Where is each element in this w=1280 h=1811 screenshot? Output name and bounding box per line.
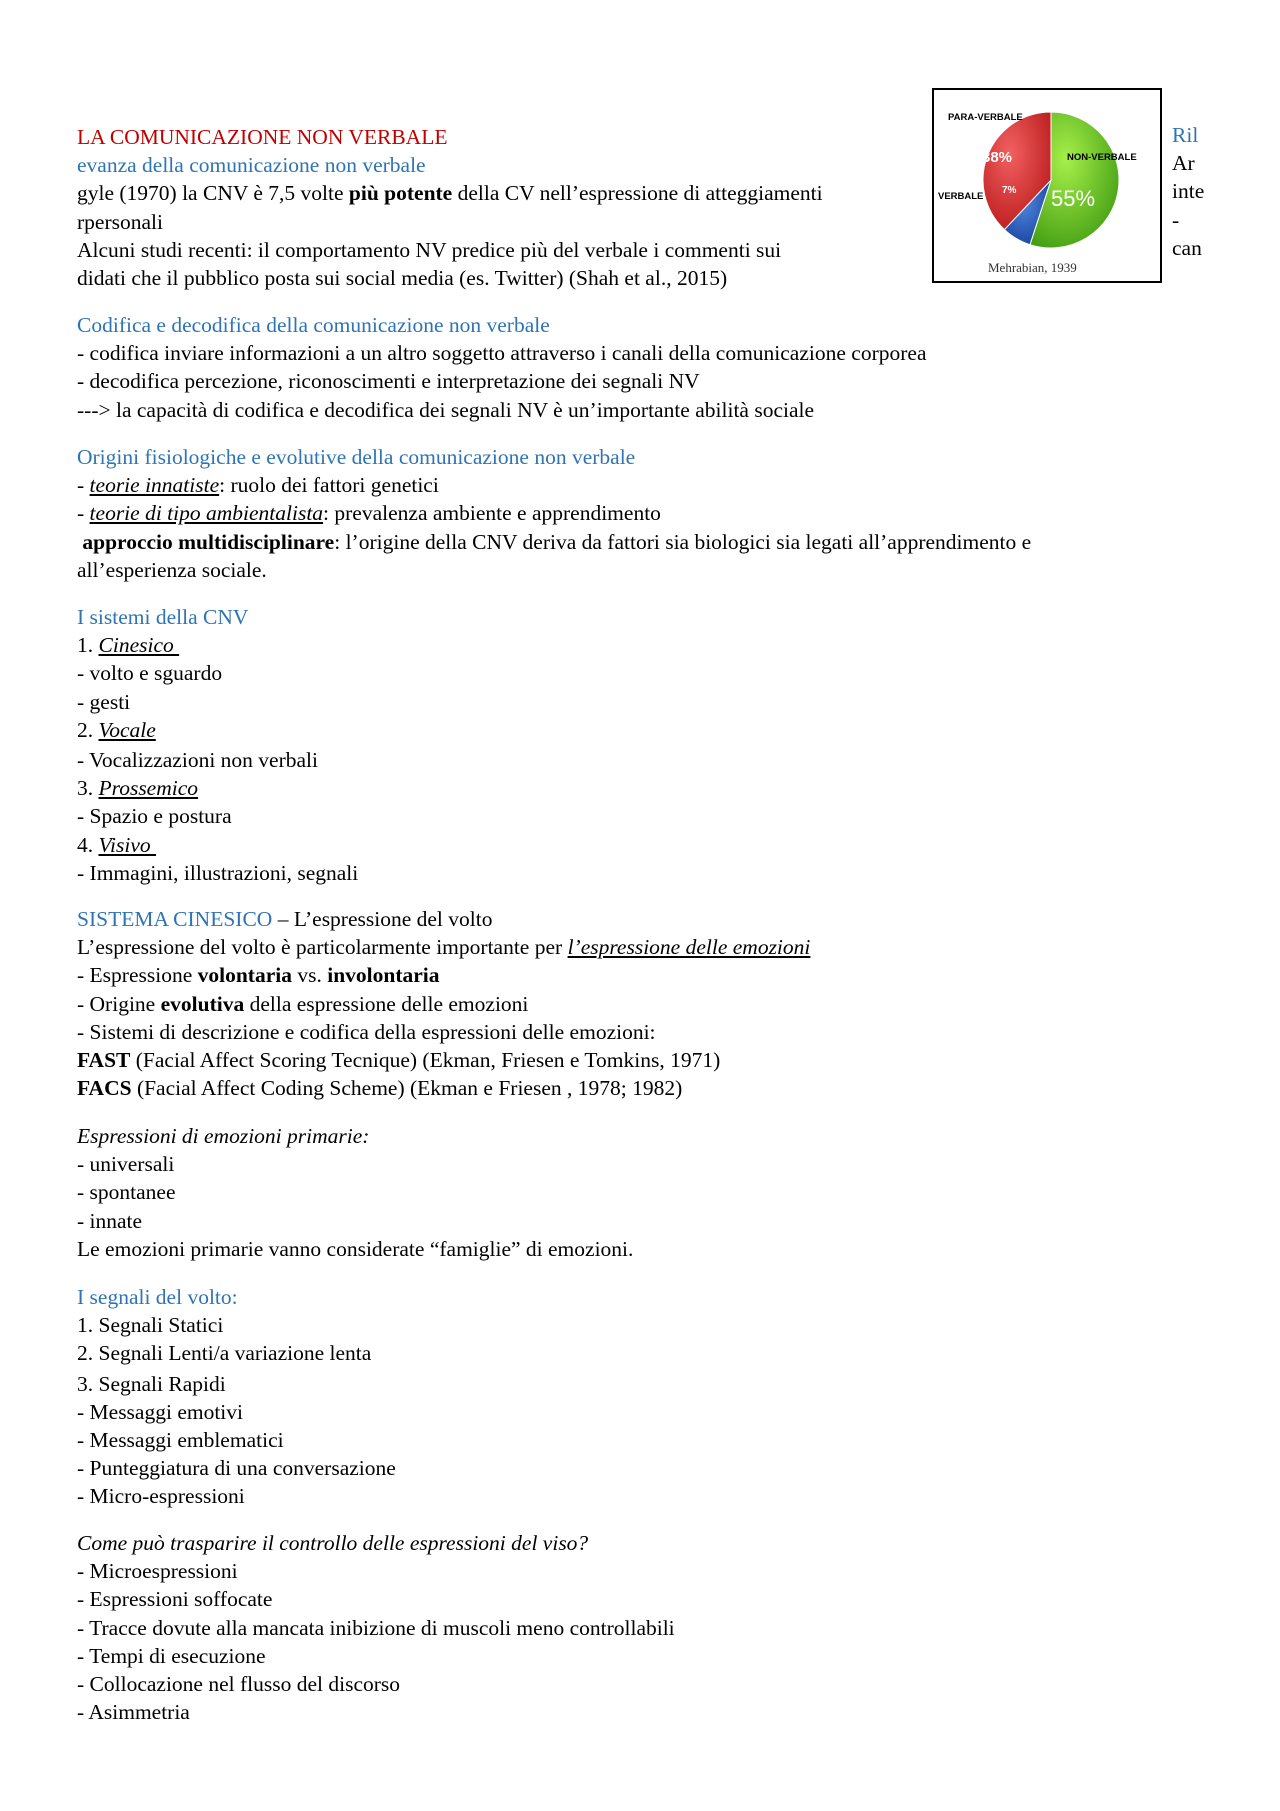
list-item: - Vocalizzazioni non verbali <box>77 748 318 773</box>
list-item: 3. Prossemico <box>77 776 199 801</box>
list-item: 4. Visivo <box>77 832 157 857</box>
section-heading: evanza della comunicazione non verbale <box>77 153 426 178</box>
right-column-line: Ar <box>1172 151 1195 176</box>
right-column-text <box>1172 121 1204 262</box>
primarie-section <box>77 1122 633 1263</box>
list-item: - Messaggi emblematici <box>77 1428 284 1453</box>
paragraph-line: FACS (Facial Affect Coding Scheme) (Ekman e Friesen , 1978; 1982) <box>77 1076 683 1101</box>
list-item: - teorie innatiste: ruolo dei fattori genetici <box>77 473 439 498</box>
intro-section <box>77 123 823 292</box>
sistemi-section <box>77 603 358 887</box>
list-item: - universali <box>77 1152 175 1177</box>
paragraph-line: didati che il pubblico posta sui social media (es. Twitter) (Shah et al., 2015) <box>77 266 728 291</box>
section-heading: SISTEMA CINESICO – L’espressione del volto <box>77 907 493 931</box>
segnali-section <box>77 1283 396 1511</box>
list-item: - Collocazione nel flusso del discorso <box>77 1672 401 1697</box>
pie-chart <box>934 90 1160 281</box>
list-item: - Asimmetria <box>77 1700 190 1725</box>
list-item: - Espressioni soffocate <box>77 1587 273 1612</box>
paragraph-line: - decodifica percezione, riconoscimenti e interpretazione dei segnali NV <box>77 369 700 394</box>
right-column-line: can <box>1172 235 1202 260</box>
pct-verbale: 7% <box>1002 185 1017 196</box>
list-item: - Spazio e postura <box>77 804 232 829</box>
section-heading: Codifica e decodifica della comunicazione non verbale <box>77 313 550 337</box>
list-item: 1. Segnali Statici <box>77 1313 224 1338</box>
paragraph-line: L’espressione del volto è particolarmente importante per l’espressione delle emozioni <box>77 935 811 960</box>
list-item: - Origine evolutiva della espressione delle emozioni <box>77 991 529 1016</box>
paragraph-line: FAST (Facial Affect Scoring Tecnique) (Ekman, Friesen e Tomkins, 1971) <box>77 1048 721 1073</box>
list-item: - Micro-espressioni <box>77 1484 245 1509</box>
list-item: - Tempi di esecuzione <box>77 1643 266 1668</box>
list-item: 1. Cinesico <box>77 633 180 658</box>
list-item: - Messaggi emotivi <box>77 1399 244 1424</box>
label-non-verbale: NON-VERBALE <box>1067 152 1137 163</box>
document-title: LA COMUNICAZIONE NON VERBALE <box>77 125 448 149</box>
paragraph-line: ---> la capacità di codifica e decodifica dei segnali NV è un’importante abilità sociale <box>77 397 815 422</box>
right-column-line: Ril <box>1172 123 1199 147</box>
codifica-section <box>77 311 926 424</box>
section-heading: I segnali del volto: <box>77 1285 238 1309</box>
list-item: - Tracce dovute alla mancata inibizione di muscoli meno controllabili <box>77 1615 675 1640</box>
paragraph-line: Le emozioni primarie vanno considerate “famiglie” di emozioni. <box>77 1236 634 1261</box>
section-heading: I sistemi della CNV <box>77 605 249 629</box>
paragraph-line: approccio multidisciplinare: l’origine della CNV deriva da fattori sia biologici sia legati all’apprendimento e <box>77 529 1032 554</box>
list-item: - Espressione volontaria vs. involontaria <box>77 963 440 988</box>
list-item: - Immagini, illustrazioni, segnali <box>77 860 359 885</box>
paragraph-line: all’esperienza sociale. <box>77 557 267 582</box>
paragraph-line: Alcuni studi recenti: il comportamento NV predice più del verbale i commenti sui <box>77 237 782 262</box>
controllo-section <box>77 1529 675 1726</box>
pct-para-verbale: 38% <box>982 149 1013 166</box>
right-column-line: - <box>1172 207 1180 232</box>
list-item: - Microespressioni <box>77 1559 238 1584</box>
list-item: - Sistemi di descrizione e codifica della espressioni delle emozioni: <box>77 1019 656 1044</box>
right-column-line: inte <box>1172 179 1205 204</box>
list-item: 2. Vocale <box>77 717 156 742</box>
label-para-verbale: PARA-VERBALE <box>948 112 1023 123</box>
mehrabian-pie-figure <box>932 88 1162 283</box>
list-item: 3. Segnali Rapidi <box>77 1371 226 1396</box>
section-heading: Espressioni di emozioni primarie: <box>77 1124 370 1148</box>
label-verbale: VERBALE <box>938 191 984 202</box>
list-item: - gesti <box>77 689 131 714</box>
list-item: - teorie di tipo ambientalista: prevalenza ambiente e apprendimento <box>77 501 661 526</box>
list-item: - volto e sguardo <box>77 661 223 686</box>
cinesico-section <box>77 905 810 1102</box>
list-item: - innate <box>77 1208 143 1233</box>
figure-caption: Mehrabian, 1939 <box>988 260 1077 275</box>
section-heading: Come può trasparire il controllo delle espressioni del viso? <box>77 1531 589 1555</box>
list-item: - Punteggiatura di una conversazione <box>77 1456 396 1481</box>
section-heading: Origini fisiologiche e evolutive della comunicazione non verbale <box>77 445 636 469</box>
list-item: 2. Segnali Lenti/a variazione lenta <box>77 1341 372 1366</box>
paragraph-line: gyle (1970) la CNV è 7,5 volte più potente della CV nell’espressione di atteggiamenti <box>77 181 823 206</box>
paragraph-line: - codifica inviare informazioni a un altro soggetto attraverso i canali della comunicazione corporea <box>77 341 927 366</box>
paragraph-line: rpersonali <box>77 209 163 234</box>
list-item: - spontanee <box>77 1180 176 1205</box>
origini-section <box>77 443 1031 584</box>
pct-non-verbale: 55% <box>1051 186 1096 211</box>
